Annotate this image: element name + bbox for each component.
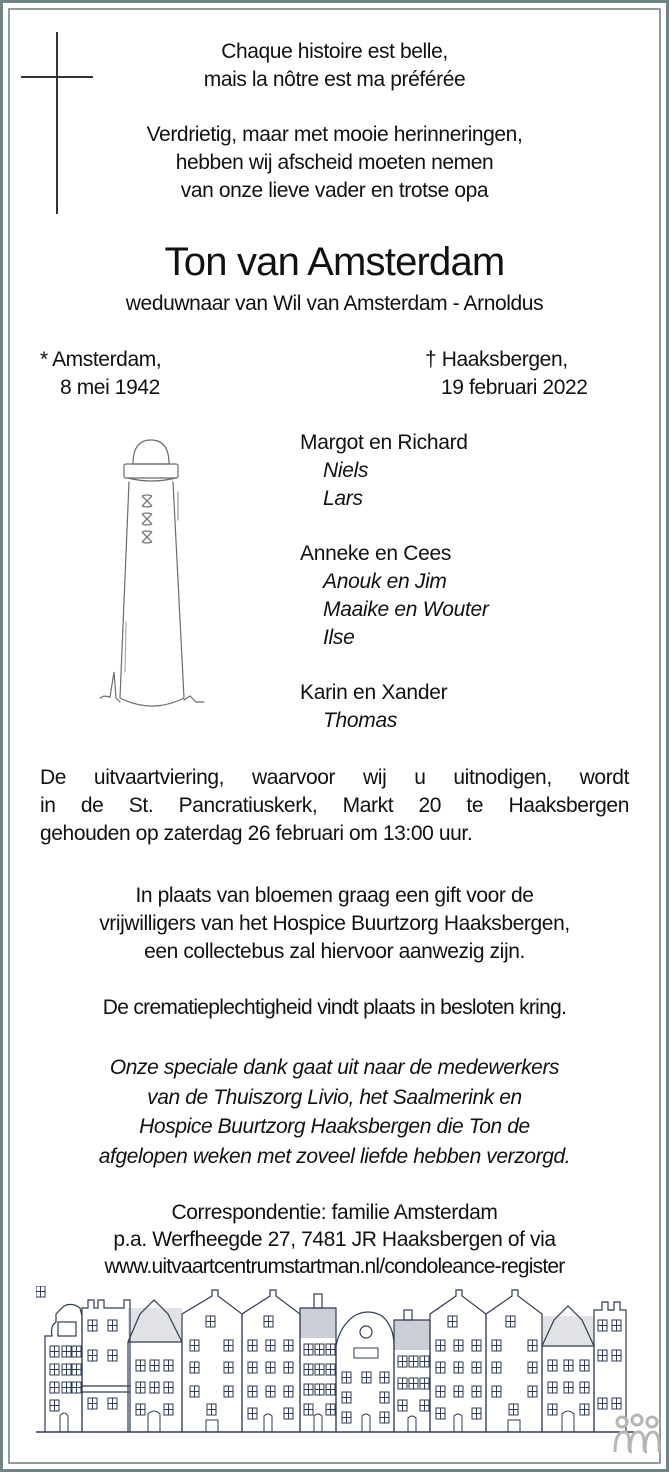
bollard-illustration bbox=[92, 432, 210, 724]
family-group bbox=[300, 679, 489, 735]
motto bbox=[0, 38, 669, 94]
spouse-line bbox=[0, 290, 669, 318]
thanks-line: Hospice Buurtzorg Haaksbergen die Ton de bbox=[139, 1115, 530, 1138]
intro-text bbox=[0, 121, 669, 205]
deceased-name: Ton van Amsterdam bbox=[164, 240, 505, 284]
grandchild: Maaike en Wouter bbox=[323, 597, 489, 621]
correspondence-line: Correspondentie: familie Amsterdam bbox=[171, 1201, 498, 1224]
funeral-line: in de St. Pancratiuskerk, Markt 20 te Haaksbergen bbox=[40, 794, 629, 817]
intro-line: Verdrietig, maar met mooie herinneringen, bbox=[146, 123, 523, 146]
grandchild: Lars bbox=[323, 486, 363, 510]
thanks-line: afgelopen weken met zoveel liefde hebben verzorgd. bbox=[98, 1144, 571, 1168]
death-symbol: † bbox=[425, 348, 437, 371]
grandchild: Thomas bbox=[323, 708, 398, 732]
funeral-line: gehouden op zaterdag 26 februari om 13:00 uur. bbox=[40, 822, 473, 845]
funeral-info bbox=[40, 764, 629, 848]
death-info bbox=[425, 346, 588, 402]
correspondence-line: p.a. Werfheegde 27, 7481 JR Haaksbergen of via bbox=[113, 1228, 556, 1251]
flowers-line: vrijwilligers van het Hospice Buurtzorg Haaksbergen, bbox=[99, 912, 570, 935]
birth-symbol: * bbox=[40, 348, 48, 371]
birth-place: Amsterdam, bbox=[52, 348, 162, 371]
motto-line: mais la nôtre est ma préférée bbox=[203, 68, 466, 91]
thanks-text bbox=[0, 1053, 669, 1171]
correspondence bbox=[0, 1199, 669, 1280]
canal-houses-illustration bbox=[36, 1286, 634, 1438]
death-place: Haaksbergen, bbox=[441, 348, 568, 371]
cremation-line: De crematieplechtigheid vindt plaats in besloten kring. bbox=[102, 996, 567, 1019]
thanks-line: Onze speciale dank gaat uit naar de medewerkers bbox=[109, 1056, 560, 1079]
flowers-line: In plaats van bloemen graag een gift voor de bbox=[135, 884, 534, 907]
grandchild: Anouk en Jim bbox=[323, 569, 447, 593]
family-head: Anneke en Cees bbox=[300, 542, 452, 566]
family-group bbox=[300, 429, 489, 512]
birth-info bbox=[40, 346, 161, 402]
thanks-line: van de Thuiszorg Livio, het Saalmerink en bbox=[147, 1085, 522, 1109]
motto-line: Chaque histoire est belle, bbox=[221, 40, 448, 63]
family-head: Margot en Richard bbox=[300, 431, 468, 454]
condolence-link[interactable]: www.uitvaartcentrumstartman.nl/condoleance-register bbox=[104, 1255, 565, 1278]
intro-line: hebben wij afscheid moeten nemen bbox=[175, 151, 494, 174]
death-date: 19 februari 2022 bbox=[441, 376, 588, 399]
family-head: Karin en Xander bbox=[300, 681, 448, 705]
birth-date: 8 mei 1942 bbox=[60, 376, 160, 399]
cremation-info bbox=[0, 994, 669, 1022]
flowers-line: een collectebus zal hiervoor aanwezig zijn. bbox=[144, 940, 525, 963]
funeral-line: De uitvaartviering, waarvoor wij u uitnodigen, wordt bbox=[40, 766, 629, 789]
grandchild: Ilse bbox=[323, 625, 355, 649]
flowers-info bbox=[0, 882, 669, 966]
family-group bbox=[300, 540, 489, 651]
people-logo-icon bbox=[612, 1412, 662, 1456]
intro-line: van onze lieve vader en trotse opa bbox=[180, 179, 489, 202]
spouse-text: weduwnaar van Wil van Amsterdam - Arnoldus bbox=[125, 292, 544, 315]
family-list bbox=[300, 429, 489, 763]
grandchild: Niels bbox=[323, 458, 369, 482]
